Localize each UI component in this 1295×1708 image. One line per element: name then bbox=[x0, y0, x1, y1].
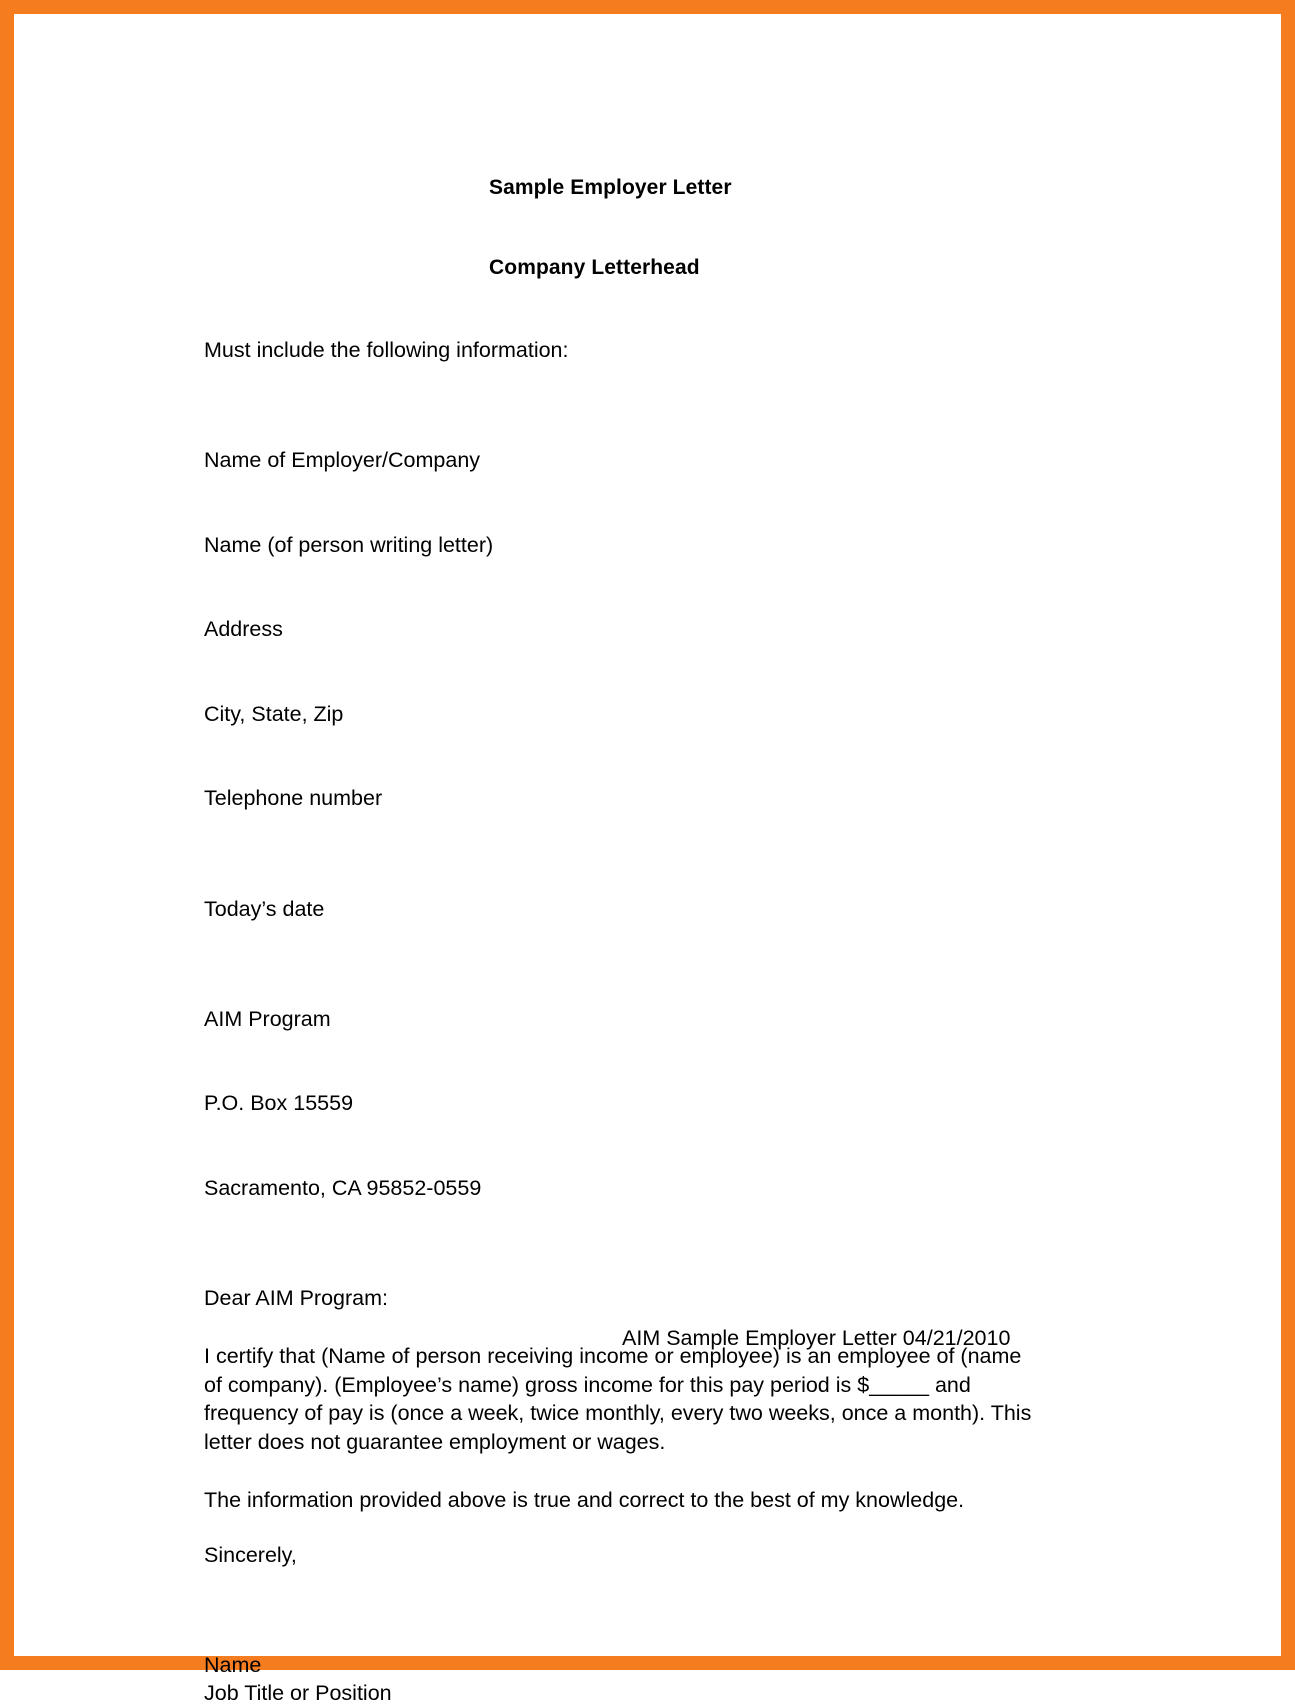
body-paragraph-attestation: The information provided above is true and correct to the best of my knowledge. bbox=[204, 1488, 965, 1512]
list-item: Address bbox=[204, 617, 283, 641]
body-paragraph-certification: I certify that (Name of person receiving income or employee) is an employee of (name of company). (Employee’s name) gross income for this pay period is $_____ and frequency of pay is (once a week, twice monthly, every two weeks, once a month). This letter does not guarantee employment or wages. bbox=[204, 1344, 1032, 1454]
recipient-line: P.O. Box 15559 bbox=[204, 1091, 354, 1115]
letterhead-heading: Company Letterhead bbox=[489, 256, 700, 279]
date-line: Today’s date bbox=[204, 896, 325, 921]
recipient-line: AIM Program bbox=[204, 1006, 331, 1031]
closing: Sincerely, bbox=[204, 1542, 297, 1567]
recipient-line: Sacramento, CA 95852-0559 bbox=[204, 1175, 482, 1200]
list-item: Name of Employer/Company bbox=[204, 448, 481, 472]
document-title: Sample Employer Letter bbox=[489, 176, 732, 199]
list-item: Name (of person writing letter) bbox=[204, 532, 494, 557]
list-item: City, State, Zip bbox=[204, 701, 344, 726]
document-footer: AIM Sample Employer Letter 04/21/2010 bbox=[622, 1326, 1011, 1350]
signature-title: Job Title or Position bbox=[204, 1681, 392, 1705]
required-info-list bbox=[204, 390, 1104, 869]
intro-text: Must include the following information: bbox=[204, 338, 569, 362]
recipient-address-block bbox=[204, 949, 1104, 1259]
signature-block bbox=[204, 1651, 1104, 1708]
document-body bbox=[204, 174, 1104, 1708]
signature-name: Name bbox=[204, 1652, 262, 1677]
document-sheet bbox=[14, 14, 1281, 1705]
salutation: Dear AIM Program: bbox=[204, 1286, 388, 1310]
list-item: Telephone number bbox=[204, 786, 383, 810]
